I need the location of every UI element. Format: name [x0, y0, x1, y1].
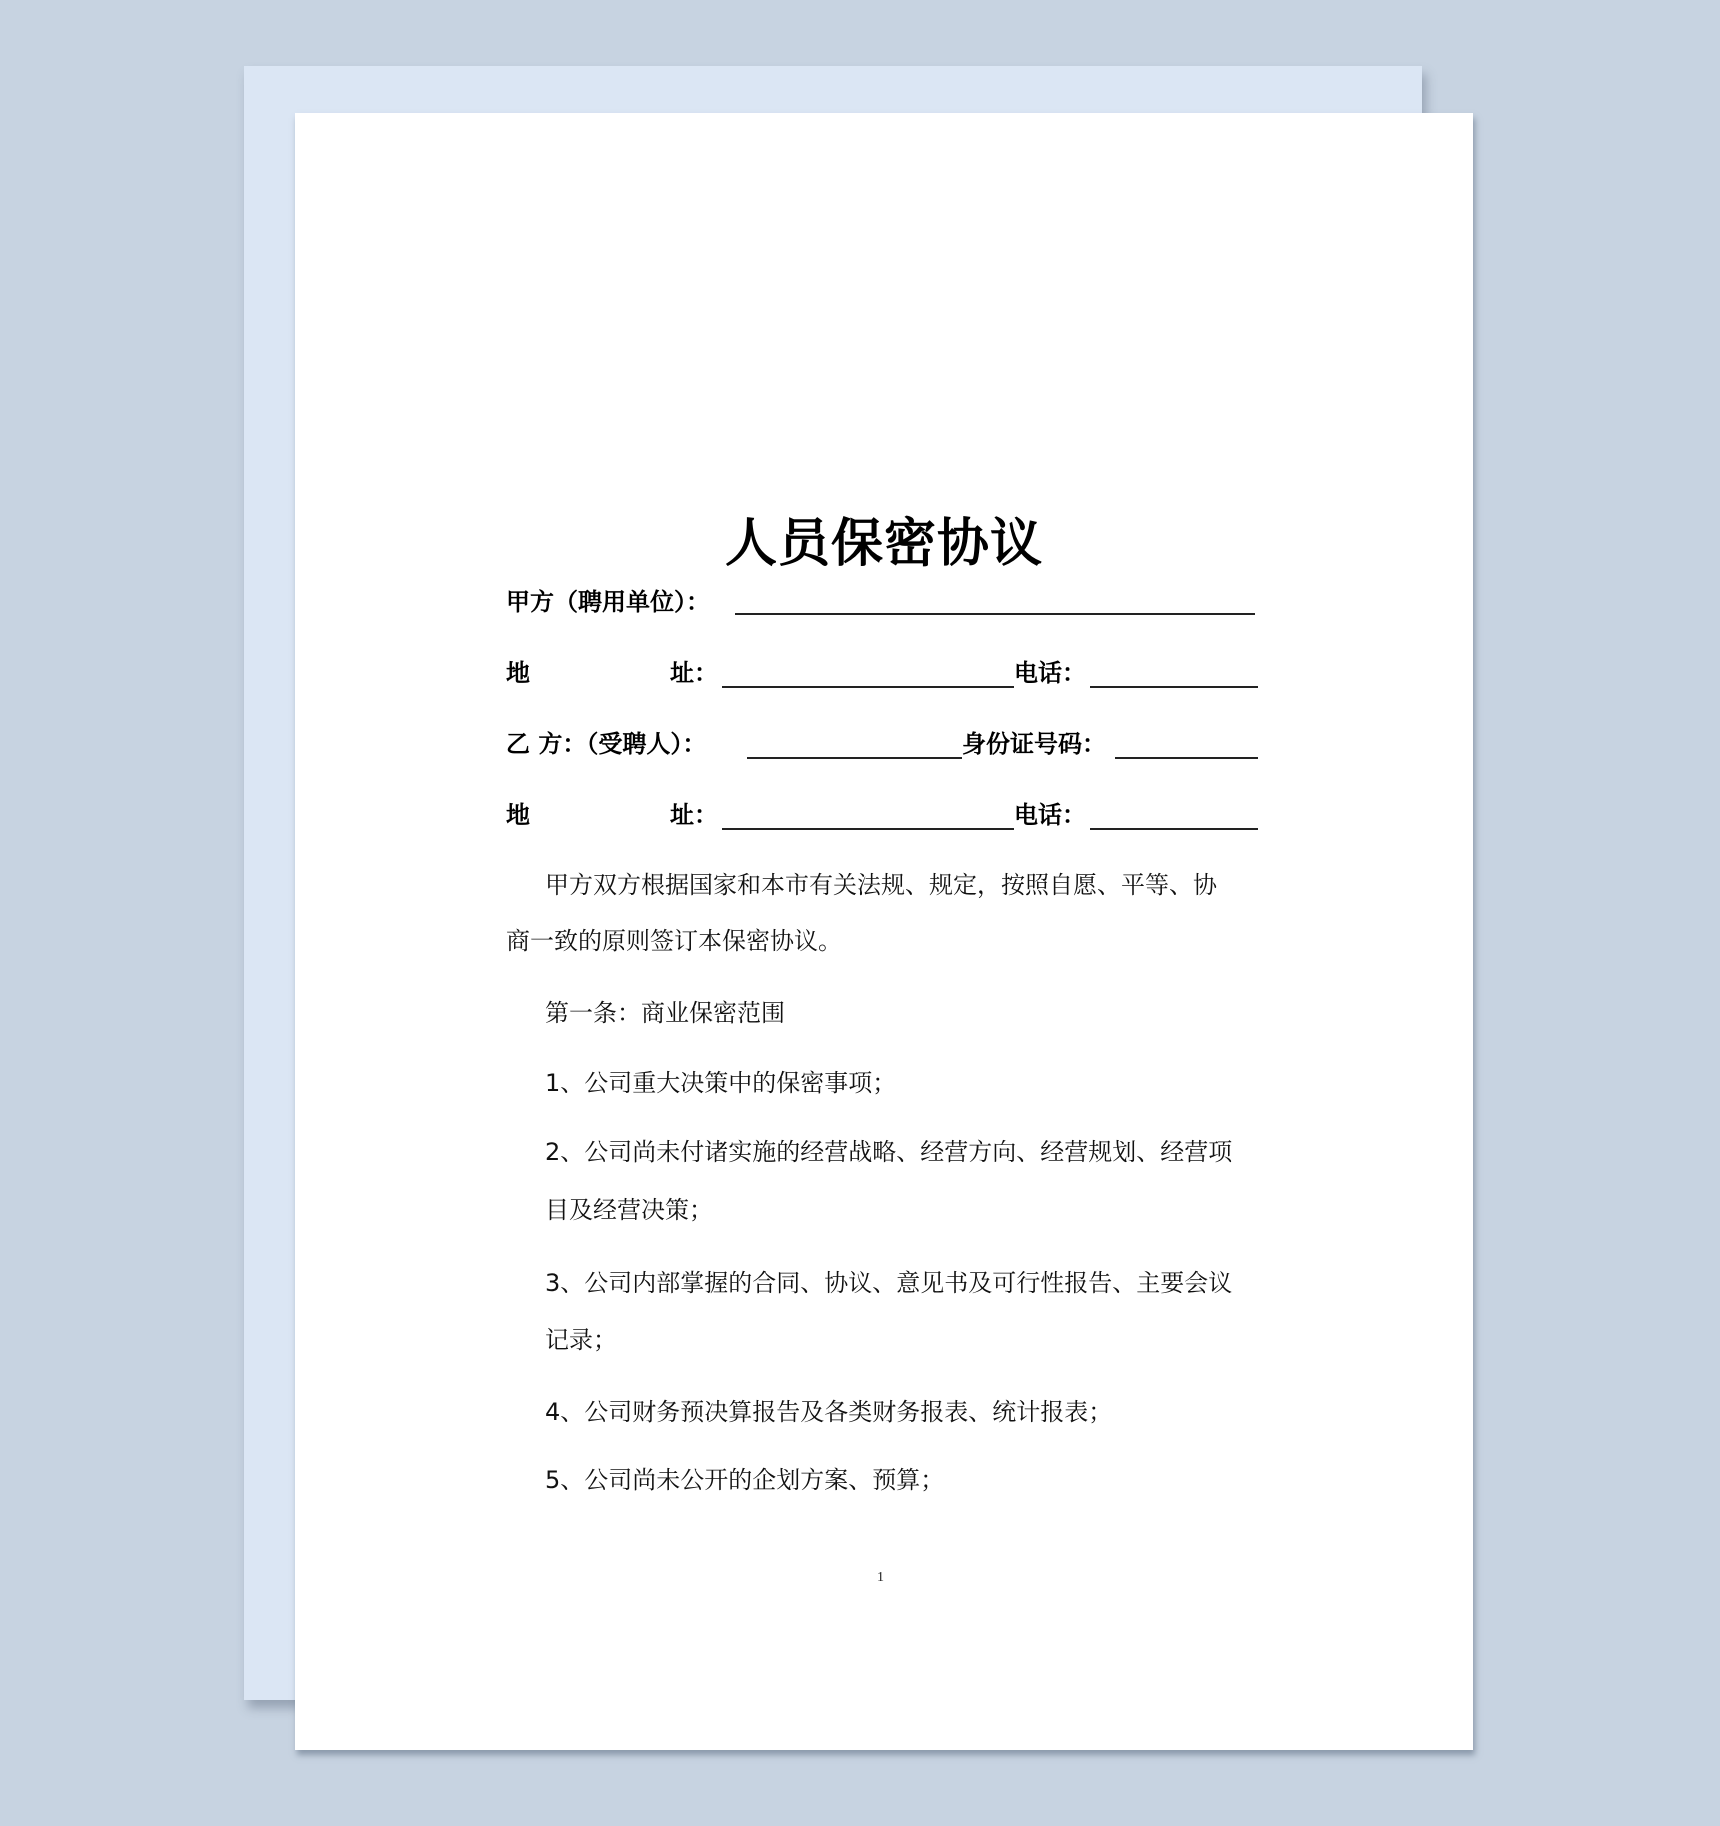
party-b-blank[interactable]	[747, 757, 962, 759]
party-a-phone-blank[interactable]	[1090, 686, 1258, 688]
party-b-id-label: 身份证号码：	[962, 730, 1106, 758]
list-item-5: 5、公司尚未公开的企划方案、预算；	[545, 1466, 945, 1494]
article-1-heading: 第一条：商业保密范围	[545, 999, 785, 1027]
list-item-2: 2、公司尚未付诸实施的经营战略、经营方向、经营规划、经营项	[545, 1138, 1233, 1166]
party-a-blank[interactable]	[735, 613, 1255, 615]
party-a-address-label-left: 地	[506, 659, 530, 687]
intro-line-2: 商一致的原则签订本保密协议。	[506, 927, 842, 955]
document-page	[295, 113, 1473, 1750]
document-title: 人员保密协议	[724, 514, 1043, 574]
party-b-address-label-right: 址：	[670, 801, 718, 829]
list-item-1: 1、公司重大决策中的保密事项；	[545, 1069, 897, 1097]
party-b-phone-blank[interactable]	[1090, 828, 1258, 830]
list-item-2-cont: 目及经营决策；	[545, 1196, 713, 1224]
party-a-address-blank[interactable]	[722, 686, 1014, 688]
page-number: 1	[877, 1570, 884, 1585]
list-item-4: 4、公司财务预决算报告及各类财务报表、统计报表；	[545, 1398, 1113, 1426]
party-b-address-blank[interactable]	[722, 828, 1014, 830]
list-item-3-cont: 记录；	[545, 1326, 617, 1354]
party-b-phone-label: 电话：	[1014, 801, 1086, 829]
party-a-label: 甲方（聘用单位）：	[506, 588, 710, 616]
party-b-label: 乙 方：（受聘人）：	[506, 730, 707, 758]
party-b-id-blank[interactable]	[1115, 757, 1258, 759]
intro-line-1: 甲方双方根据国家和本市有关法规、规定，按照自愿、平等、协	[545, 871, 1217, 899]
list-item-3: 3、公司内部掌握的合同、协议、意见书及可行性报告、主要会议	[545, 1269, 1233, 1297]
party-a-address-label-right: 址：	[670, 659, 718, 687]
party-a-phone-label: 电话：	[1014, 659, 1086, 687]
party-b-address-label-left: 地	[506, 801, 530, 829]
